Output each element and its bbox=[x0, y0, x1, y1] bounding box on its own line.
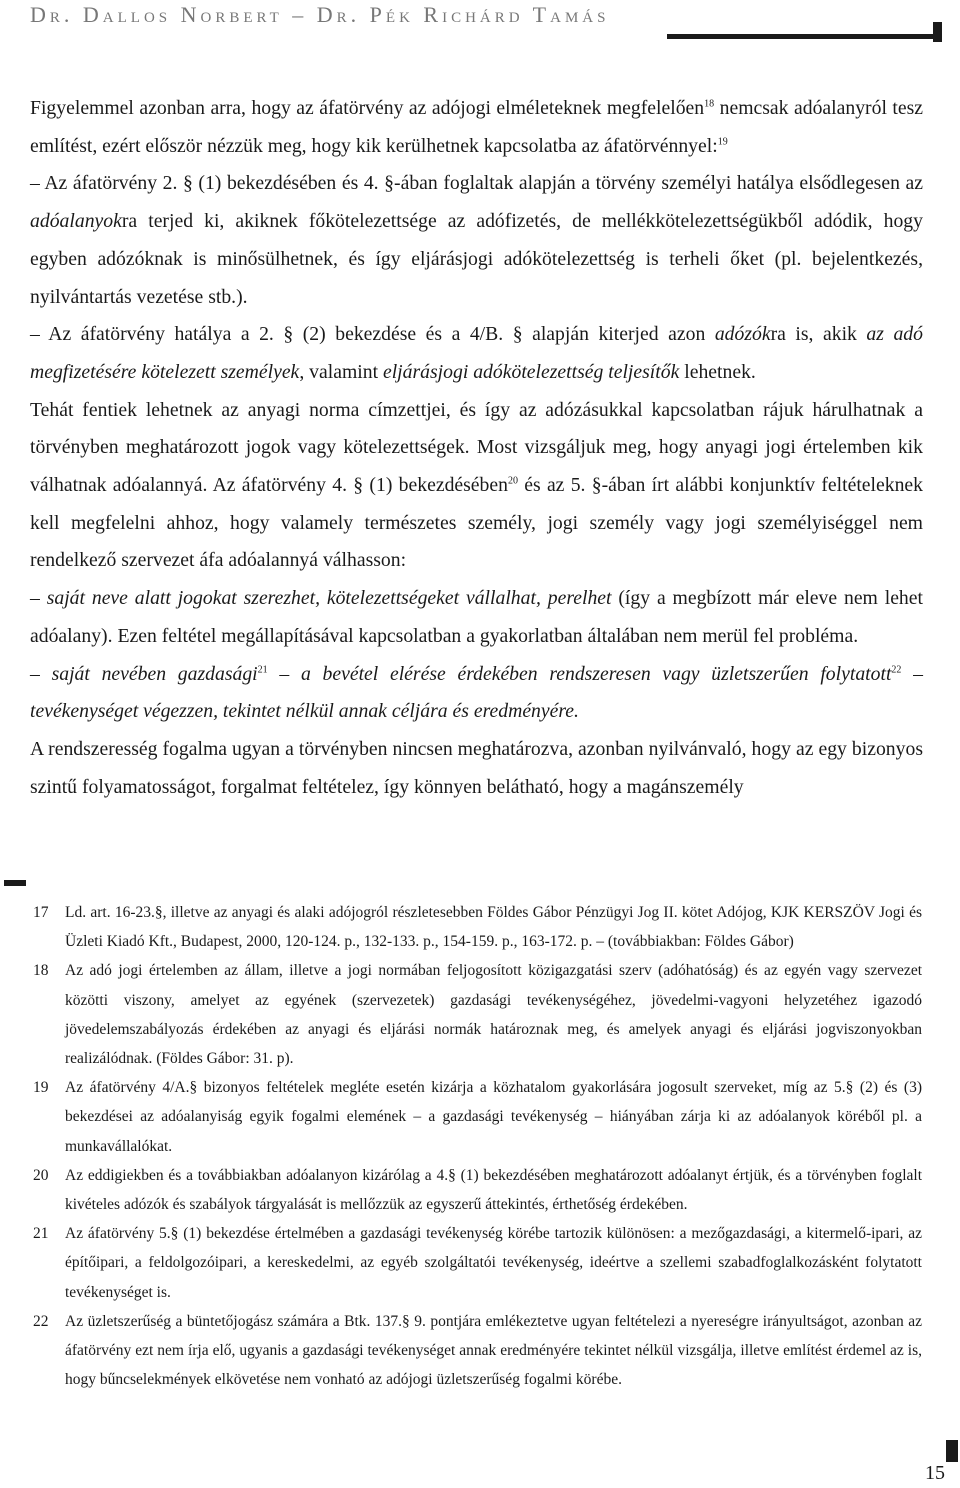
footnote-separator-mark bbox=[4, 880, 26, 886]
main-text bbox=[30, 90, 923, 806]
paragraph-4: Tehát fentiek lehetnek az anyagi norma címzettjei, és így az adózásukkal kapcsolatban rájuk hárulhatnak a törvényben meghatározott jogok vagy kötelezettségek. Most vizsgáljuk meg, hogy anyagi jogi értelemben kik válhatnak adóalannyá. Az áfatörvény 4. § (1) bekezdésében$^{20}$ és az 5. §-ában írt alábbi konjunktív feltételeknek kell megfelelni ahhoz, hogy valamely természetes személy, jogi személy vagy jogi személyiséggel nem rendelkező szervezet áfa adóalannyá válhasson: bbox=[30, 398, 924, 572]
footnote-21 bbox=[0, 1219, 922, 1307]
running-header: Dr. Dallos Norbert – Dr. Pék Richárd Tamás bbox=[30, 2, 610, 27]
page-corner-mark bbox=[946, 1440, 958, 1462]
footnote-text: Az üzletszerűség a büntetőjogász számára a Btk. 137.§ 9. pontjára emlékeztetve ugyan feltételezi a nyereségre irányultságot, azonban az áfatörvény ezt nem írja elő, ugyanis a gazdasági tevékenységet annak eredményére tekintet nélkül vizsgálja, illetve említést érdemel az is, hogy bűncselekmények elkövetése nem vonható az adójogi üzletszerűség fogalmi körébe. bbox=[65, 1312, 922, 1389]
footnote-text: Az adó jogi értelemben az állam, illetve a jogi normában feljogosított közigazgatási szerv (adóhatóság) és az egyén vagy szervezet közötti viszony, amelyet az egyének (szervezetek) gazdasági tevékenységéhez, jövedelmi-vagyoni helyzetéhez igazodó jövedelemszabályozás érdekében az anyagi és eljárási normák határoznak meg, és amelyek anyagi és eljárási jogviszonyokban realizálódnak. (Földes Gábor: 31. p). bbox=[65, 962, 922, 1068]
footnote-ref-18[interactable]: 18 bbox=[704, 98, 715, 110]
footnote-number: 18 bbox=[33, 962, 49, 980]
header-rule bbox=[667, 34, 937, 39]
footnote-number: 20 bbox=[33, 1166, 49, 1184]
footnote-number: 22 bbox=[33, 1312, 49, 1330]
footnote-19 bbox=[0, 1073, 922, 1161]
header-corner-mark bbox=[933, 22, 942, 42]
paragraph-5: – saját neve alatt jogokat szerezhet, kötelezettségeket vállalhat, perelhet (így a megbízott már eleve nem lehet adóalany). Ezen feltétel megállapításával kapcsolatban a gyakorlatban általában nem merül fel probléma. bbox=[30, 587, 923, 647]
footnote-text: Az áfatörvény 4/A.§ bizonyos feltételek megléte esetén kizárja a közhatalom gyakorlására jogosult szerveket, míg az 5.§ (2) és (3) bekezdései az adóalanyiság egyik fogalmi elemének – a gazdasági tevékenység – hiányában zárja ki az adóalanyok köréből pl. a munkavállalókat. bbox=[65, 1079, 922, 1155]
footnote-text: Az eddigiekben és a továbbiakban adóalanyon kizárólag a 4.§ (1) bekezdésében meghatározott adóalanyt értjük, és a törvényben foglalt kivételes adózók és szabályok tárgyalását is mellőzzük az egyszerű áttekintés, érthetőség érdekében. bbox=[65, 1166, 922, 1214]
footnote-ref-22[interactable]: 22 bbox=[891, 663, 902, 675]
footnote-ref-19[interactable]: 19 bbox=[717, 136, 728, 148]
footnote-text: Ld. art. 16-23.§, illetve az anyagi és alaki adójogról részletesebben Földes Gábor Pénzügyi Jog II. kötet Adójog, KJK KERSZÖV Jogi és Üzleti Kiadó Kft., Budapest, 2000, 120-124. p., 132-133. p., 154-159. p., 163-172. p. – (továbbiakban: Földes Gábor) bbox=[65, 904, 922, 951]
paragraph-7: A rendszeresség fogalma ugyan a törvényben nincsen meghatározva, azonban nyilvánvaló, hogy az egy bizonyos szintű folyamatosságot, forgalmat feltételez, így könnyen belátható, hogy a magánszemély bbox=[30, 737, 923, 798]
footnote-17 bbox=[0, 898, 922, 956]
footnotes bbox=[0, 898, 960, 1394]
footnote-18 bbox=[0, 956, 922, 1073]
footnote-number: 21 bbox=[33, 1225, 49, 1243]
footnote-number: 17 bbox=[33, 904, 49, 921]
footnote-text: Az áfatörvény 5.§ (1) bekezdése értelmében a gazdasági tevékenység körébe tartozik különösen: a mezőgazdasági, a kitermelő-ipari, az építőipari, a feldolgozóipari, a kereskedelmi, az egyéb szolgáltatói tevékenység, ideértve a szellemi szabadfoglalkozásként folytatott tevékenységet is. bbox=[65, 1225, 922, 1301]
footnote-ref-21[interactable]: 21 bbox=[257, 663, 268, 675]
footnote-number: 19 bbox=[33, 1079, 49, 1097]
paragraph-3: – Az áfatörvény hatálya a 2. § (2) bekezdése és a 4/B. § alapján kiterjed azon adózókra is, akik az adó megfizetésére kötelezett személyek, valamint eljárásjogi adókötelezettség teljesítők lehetnek. bbox=[30, 323, 923, 383]
footnote-ref-20[interactable]: 20 bbox=[507, 475, 518, 487]
paragraph-1: Figyelemmel azonban arra, hogy az áfatörvény az adójogi elméleteknek megfelelően$^{18}$ nemcsak adóalanyról tesz említést, ezért először nézzük meg, hogy kik kerülhetnek kapcsolatba az áfatörvénnyel:$^{19}$ bbox=[30, 97, 924, 157]
page-number: 15 bbox=[925, 1462, 945, 1484]
paragraph-2: – Az áfatörvény 2. § (1) bekezdésében és 4. §-ában foglaltak alapján a törvény személyi hatálya elsődlegesen az adóalanyokra terjed ki, akiknek főkötelezettsége az adófizetés, de mellékkötelezettségükből adódik, hogy egyben adózóknak is minősülhetnek, és így eljárásjogi adókötelezettség is terheli őket (pl. bejelentkezés, nyilvántartás vezetése stb.). bbox=[30, 172, 923, 308]
paragraph-6: – saját nevében gazdasági$^{21}$ – a bevétel elérése érdekében rendszeresen vagy üzletszerűen folytatott$^{22}$ – tevékenységet végezzen, tekintet nélkül annak céljára és eredményére. bbox=[30, 662, 923, 723]
footnote-20 bbox=[0, 1161, 922, 1219]
footnote-22 bbox=[0, 1307, 922, 1395]
